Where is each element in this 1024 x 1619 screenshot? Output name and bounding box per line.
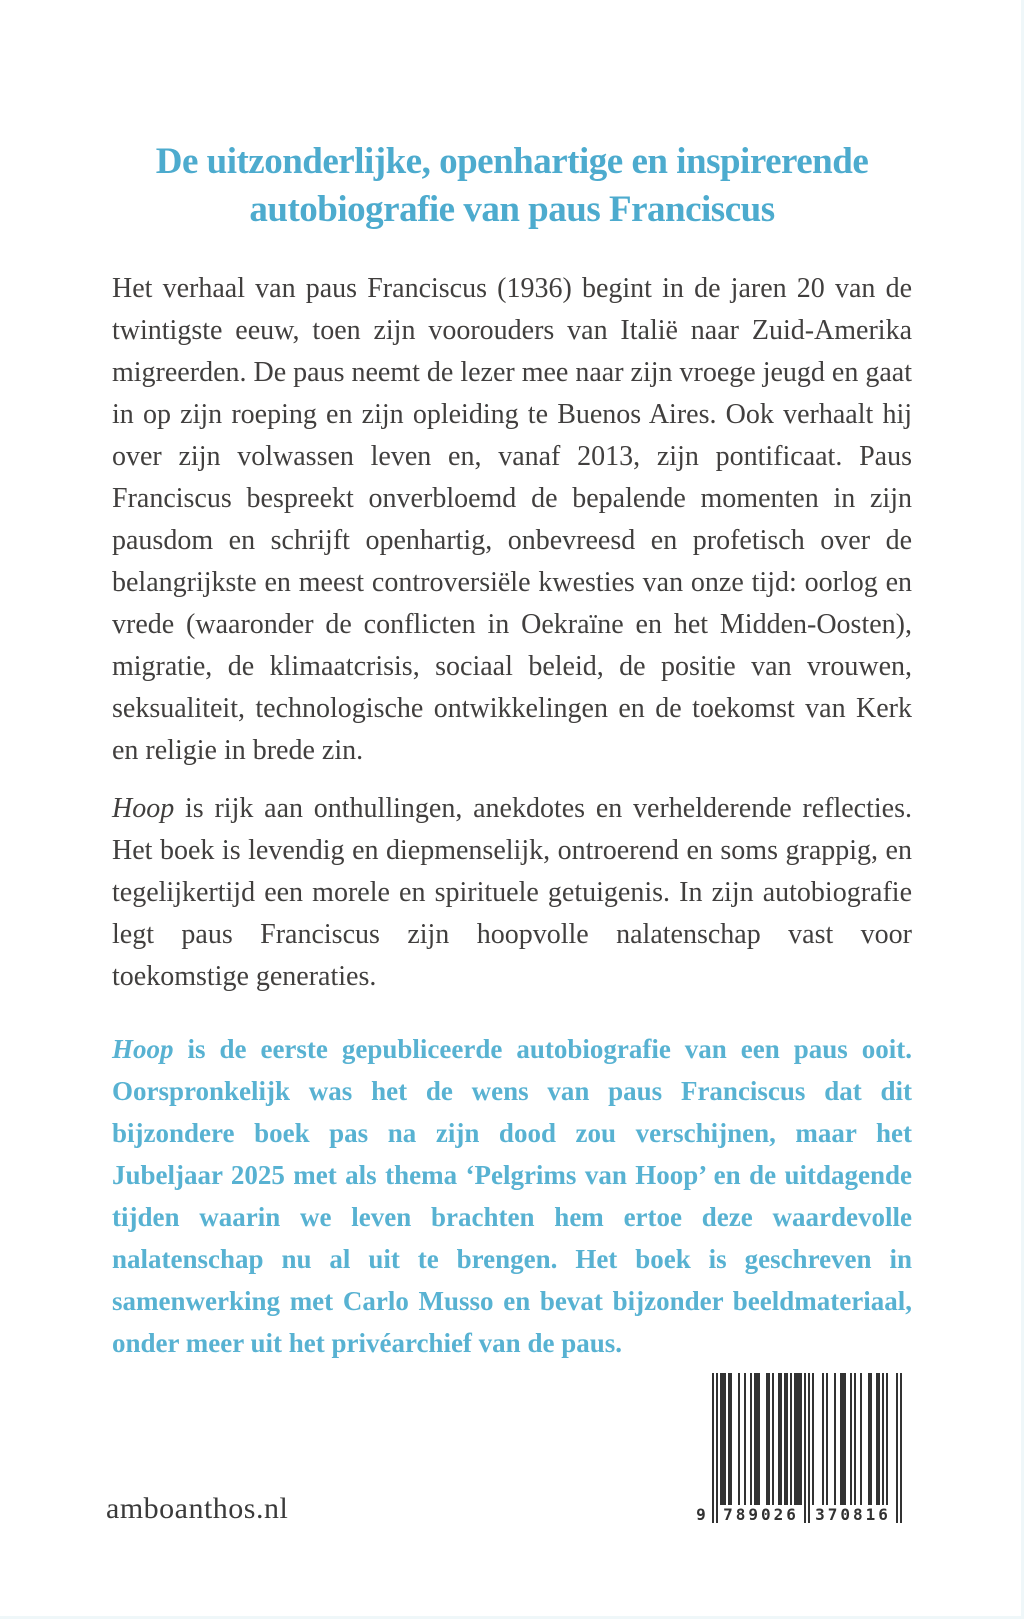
barcode-bar xyxy=(870,1373,872,1505)
barcode xyxy=(696,1373,902,1524)
barcode-bar xyxy=(812,1373,814,1505)
publisher-note-paragraph xyxy=(112,1028,912,1364)
publisher-website: amboanthos.nl xyxy=(106,1492,289,1525)
barcode-bar xyxy=(850,1373,852,1505)
barcode-bar xyxy=(768,1373,770,1505)
barcode-bars xyxy=(712,1373,902,1523)
barcode-bar xyxy=(738,1373,740,1505)
book-title-italic: Hoop xyxy=(112,793,175,824)
synopsis-paragraph-1: Het verhaal van paus Franciscus (1936) begint in de jaren 20 van de twintigste eeuw, toen zijn voorouders van Italië naar Zuid-Amerika migreerden. De paus neemt de lezer mee naar zijn vroege jeugd en gaat in op zijn roeping en zijn opleiding te Buenos Aires. Ook verhaalt hij over zijn volwassen leven en, vanaf 2013, zijn pontificaat. Paus Franciscus bespreekt onverbloemd de bepalende momenten in zijn pausdom en schrijft openhartig, onbevreesd en profetisch over de belangrijkste en meest controversiële kwesties van onze tijd: oorlog en vrede (waaronder de conflicten in Oekraïne en het Midden-Oosten), migratie, de klimaatcrisis, sociaal beleid, de positie van vrouwen, seksualiteit, technologische ontwikkelingen en de toekomst van Kerk en religie in brede zin. xyxy=(112,273,912,766)
barcode-bar xyxy=(724,1373,726,1505)
barcode-bar xyxy=(886,1373,888,1505)
barcode-digits-left: 789026 xyxy=(720,1505,802,1524)
barcode-bar xyxy=(860,1373,862,1505)
barcode-bar xyxy=(744,1373,746,1505)
barcode-bar xyxy=(804,1373,806,1523)
book-title-italic-highlight: Hoop xyxy=(112,1034,174,1064)
tagline-line-2: autobiografie van paus Franciscus xyxy=(249,189,775,230)
barcode-bar xyxy=(730,1373,732,1505)
barcode-bar xyxy=(834,1373,836,1505)
barcode-bar xyxy=(800,1373,802,1505)
barcode-bar xyxy=(896,1373,898,1523)
synopsis-paragraph-2 xyxy=(112,788,912,998)
barcode-bar xyxy=(854,1373,856,1505)
barcode-bar xyxy=(716,1373,718,1523)
barcode-digit-first: 9 xyxy=(696,1505,706,1524)
barcode-bar xyxy=(786,1373,788,1505)
barcode-bar xyxy=(822,1373,824,1505)
barcode-bar xyxy=(750,1373,752,1505)
barcode-bar xyxy=(712,1373,714,1523)
barcode-bar xyxy=(758,1373,760,1505)
barcode-bar xyxy=(780,1373,782,1505)
tagline-line-1: De uitzonderlijke, openhartige en inspirerende xyxy=(155,141,869,182)
barcode-bar xyxy=(808,1373,810,1523)
barcode-bar xyxy=(900,1373,902,1523)
barcode-bar xyxy=(878,1373,880,1505)
cover-tagline xyxy=(0,138,1024,234)
barcode-bar xyxy=(882,1373,884,1505)
barcode-bar xyxy=(790,1373,792,1505)
synopsis-paragraph-2-text: is rijk aan onthullingen, anekdotes en verhelderende reflecties. Het boek is levendig en diepmenselijk, ontroerend en soms grappig, en tegelijkertijd een morele en spirituele getuigenis. In zijn autobiografie legt paus Franciscus zijn hoopvolle nalatenschap vast voor toekomstige generaties. xyxy=(112,793,912,992)
barcode-digits-right: 370816 xyxy=(812,1505,894,1524)
barcode-bar xyxy=(844,1373,846,1505)
publisher-note-text: is de eerste gepubliceerde autobiografie van een paus ooit. Oorspronkelijk was het de wens van paus Franciscus dat dit bijzondere boek pas na zijn dood zou verschijnen, maar het Jubeljaar 2025 met als thema ‘Pelgrims van Hoop’ en de uitdagende tijden waarin we leven brachten hem ertoe deze waardevolle nalatenschap nu al uit te brengen. Het boek is geschreven in samenwerking met Carlo Musso en bevat bijzonder beeldmateriaal, onder meer uit het privéarchief van de paus. xyxy=(112,1034,912,1358)
barcode-bar xyxy=(826,1373,828,1505)
barcode-bar xyxy=(772,1373,774,1505)
